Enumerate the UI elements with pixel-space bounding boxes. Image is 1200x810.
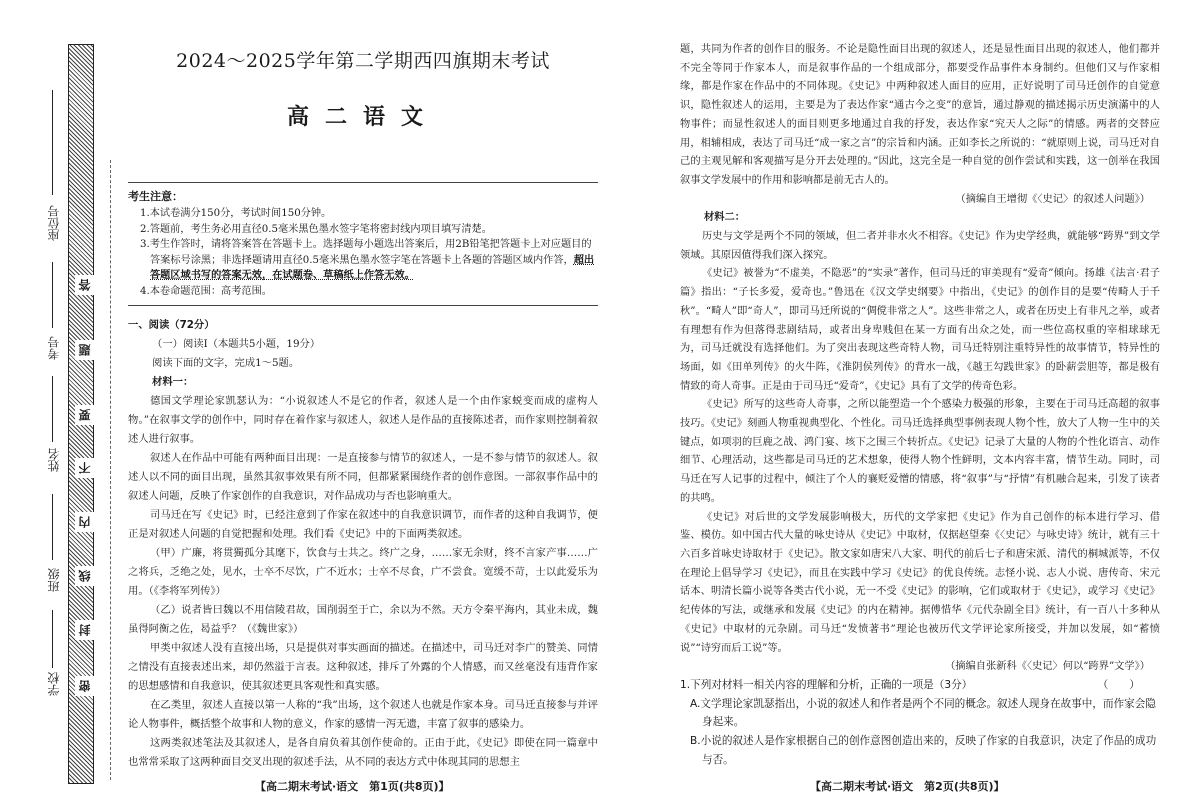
binding-strip [0,0,98,810]
option-b: B.小说的叙述人是作家根据自己的创作意图创造出来的，反映了作家的自我意识，决定了作品的成功与否。 [690,735,1157,766]
passage-paragraph: 《史记》被誉为“不虚美，不隐恶”的“实录”著作，但司马迁的审美现有“爱奇”倾向。扬雄《法言·君子篇》指出：“子长多爱，爱奇也。”鲁迅在《汉文学史纲要》中指出，《史记》的创作目的是要“传畸人于千秋”。“畸人”即“奇人”，即司马迁所说的“倜傥非常之人”。这些非常之人，或者在历史上有非凡之举，或者有理想有作为但落得悲剧结局，或者出身卑贱但在某一方面有出众之处，而一些位高权重的宰相球球无为，司马迁就没有选择他们。为了突出表现这些奇特人物，司马迁特别注重特异性的故事情节，特异性的场面，如《田单列传》的火牛阵，《淮阴侯列传》的背水一战，《越王勾践世家》的卧薪尝胆等，都是极有情致的奇人奇事。正是由于司马迁“爱奇”，《史记》具有了文学的传奇色彩。 [680,267,1160,392]
page-1-footer: 【高二期末考试·语文 第1页(共8页)】 [255,780,450,793]
answer-blank: （ ） [1097,678,1140,691]
seat-number-line [52,90,53,195]
class-label: 班级 [47,568,61,592]
passage-paragraph: 司马迁在写《史记》时，已经注意到了作家在叙述中的自我意识调节，而作者的这种自我调节，便正是对叙述人问题的自觉把握和处理。我们看《史记》中的下面两类叙述。 [128,509,598,540]
candidate-notice [128,182,598,306]
passage-paragraph: 题，共同为作者的创作目的服务。不论是隐性面目出现的叙述人，还是显性面目出现的叙述人，他们都并不完全等同于作家本人，而是叙事作品的一个组成部分，都要受作品事件本身制约。但他们又与作家相缘，都是作家在作品中的不同体现。《史记》中两种叙述人面目的应用，正好说明了司马迁创作的自觉意识，隐性叙述人的运用，主要是为了表达作家“通古今之变”的意旨，通过静观的描述揭示历史演滿中的人物事件；而显性叙述人的面目则更多地通过自我的抒发，表达作家“究天人之际”的情感。两者的交替应用，相辅相成，表达了司马迁“成一家之言”的宗旨和内涵。正如李长之所说的：“就原则上说，司马迁对自己的主观见解和客观描写是分开去处理的。”因此，这完全是一种自觉的创作尝试和实践，这一创举在我国叙事文学发展中的作用和影响都是前无古人的。 [680,43,1160,186]
section-heading: 一、阅读（72分） [128,319,215,331]
material-2-heading: 材料二： [704,211,745,224]
seal-char: 题 [75,340,94,360]
passage-paragraph: 《史记》对后世的文学发展影响极大，历代的文学家把《史记》作为自己创作的标本进行学习、借鉴、模仿。如中国古代大量的咏史诗从《史记》中取材，仅据赵望秦《〈史记〉与咏史诗》统计，就有三十六百多首咏史诗取材于《史记》。散文家如唐宋八大家、明代的前后七子和唐宋派、清代的桐城派等，不仅在理论上倡导学习《史记》，而且在实践中学习《史记》的优良传统。志怪小说、志人小说、唐传奇、宋元话本、明清长篇小说等各类古代小说，无一不受《史记》的影响，它们或取材于《史记》，或学习《史记》纪传体的写法，或继承和发展《史记》的内在精神。据傅惜华《元代杂剧全目》统计，有一百八十多种从《史记》中取材的元杂剧。司马迁“发愤著书”理论也被历代文学评论家所接受，并加以发展，如“蓄愤说”“诗穷而后工说”等。 [680,510,1160,654]
passage-paragraph: 叙述人在作品中可能有两种面目出现：一是直接参与情节的叙述人，一是不参与情节的叙述人。叙述人以不同的面目出现，虽然其叙事效果有所不同，但都紧紧围绕作者的创作意图。一部叙事作品中的叙述人问题，反映了作家创作的自我意识，对作品成功与否也影响重大。 [128,452,598,502]
name-line [52,376,53,442]
option-a: A.文学理论家凯瑟指出，小说的叙述人和作者是两个不同的概念。叙述人现身在故事中，而作家会隐身起来。 [690,697,1156,729]
school-label: 学校 [47,672,61,696]
seal-char: 不 [75,458,94,478]
seal-char: 密 [75,676,94,696]
passage-paragraph: 德国文学理论家凯瑟认为：“小说叙述人不是它的作者，叙述人是一个由作家蜕变而成的虚构人物。”在叙事文学的创作中，同时存在着作家与叙述人，叙述人是作品的直接陈述者，而作家则控制着叙述人进行叙事。 [128,395,598,445]
notice-item-text: 3.考生作答时，请将答案答在答题卡上。选择题每小题选出答案后，用2B铅笔把答题卡上对应题目的答案标号涂黑；非选择题请用直径0.5毫米黑色墨水签字笔在答题卡上各题的答题区域内作答， [140,239,592,266]
source-citation: （摘编自王增彻《〈史记〉的叙述人问题》） [955,192,1150,205]
passage-paragraph: 这两类叙述笔法及其叙述人，是各自肩负着其创作使命的。正由于此，《史记》即使在同一篇章中也常常采取了这两种面目交叉出现的叙述手法，从不同的表达方式中体现其同的思想主 [128,737,598,768]
name-label: 姓名 [47,448,61,472]
exam-title: 2024～2025学年第二学期西四旗期末考试 [176,50,550,72]
notice-title: 考生注意： [128,190,183,203]
notice-item: 1.本试卷满分150分，考试时间150分钟。 [140,208,332,219]
notice-emphasis: 超出答题区域书写的答案无效，在试题卷、草稿纸上作答无效。 [150,254,595,281]
seal-char: 要 [75,405,94,425]
exam-number-line [52,262,53,328]
page-2 [680,40,1160,769]
instruction: 阅读下面的文字，完成1～5题。 [152,357,300,369]
class-line [52,494,53,560]
seal-char: 内 [75,512,94,532]
seat-number-label: 座位号 [47,205,61,241]
seal-char: 线 [75,566,94,586]
notice-item: 4.本卷命题范围：高考范围。 [140,285,272,297]
question-1 [680,676,1160,695]
question-1-text: 1.下列对材料一相关内容的理解和分析，正确的一项是（3分） [680,678,973,691]
exam-number-label: 考号 [47,336,61,360]
page-2-footer: 【高二期末考试·语文 第2页(共8页)】 [810,780,1005,793]
passage-paragraph: 《史记》所写的这些奇人奇事，之所以能塑造一个个感染力极强的形象，主要在于司马迁高超的叙事技巧。《史记》刻画人物重视典型化、个性化。司马迁选择典型事例表现人物个性，放大了人物一生中的关键点，如项羽的巨鹿之战、鸿门宴、垓下之围三个转折点。《史记》记录了大量的人物的个性化语言、动作细节、心理活动，这些都是司马迁的艺术想象，使得人物个性鲜明，文本内容丰富，情节生动。同时，司马迁在写人记事的过程中，倾注了个人的襄贬爱憎的情感，将“叙事”与“抒情”有机融合起来，引发了读者的共鸣。 [680,398,1160,504]
page-1 [128,0,598,772]
passage-paragraph: 历史与文学是两个不同的领域，但二者并非水火不相容。《史记》作为史学经典，就能够“跨界”到文学领域。其原因值得我们深入探究。 [680,230,1160,261]
passage-paragraph: 甲类中叙述人没有直接出场，只是提供对事实画面的描述。在描述中，司马迁对李广的赞美、同情之情没有直接表述出来，却仍然溢于言表。这种叙述，排斥了外露的个人情感，而又丝毫没有违背作家的思想感情和自我意识，使其叙述更具客观性和真实感。 [128,642,598,692]
seal-char: 封 [75,620,94,640]
passage-paragraph: 在乙类里，叙述人直接以第一人称的“我”出场，这个叙述人也就是作家本身。司马迁直接参与并评论人物事件，概括整个故事和人物的意义，作家的感情一泻无遗，丰富了叙事的感染力。 [128,699,598,730]
passage-quote-b: （乙）说者皆曰魏以不用信陵君故，国削弱至于亡，余以为不然。天方令秦平海内，其业未成，魏虽得阿衡之佐，曷益乎？（《魏世家》） [128,604,598,635]
passage-quote-a: （甲）广廉，将贯獨孤分其麾下，饮食与士共之。终广之身，……家无余财，终不言家产事……广之将兵，乏绝之处，见水，士卒不尽饮，广不近水；士卒不尽食，广不尝食。宽缓不苛，士以此爱乐为用。（《李将军列传》） [128,547,598,597]
subsection-heading: （一）阅读Ⅰ（本题共5小题，19分） [152,338,321,350]
notice-item [128,237,598,284]
notice-item: 2.答题前，考生务必用直径0.5毫米黑色墨水签字笔将密封线内项目填写清楚。 [140,223,492,235]
source-citation: （摘编自张新科《〈史记〉何以“跨界”文学》） [945,660,1150,673]
cut-line [110,160,111,780]
subject-title: 高二语文 [286,105,439,130]
seal-char: 答 [75,275,94,295]
school-line [52,610,53,668]
material-1-heading: 材料一： [152,376,194,388]
